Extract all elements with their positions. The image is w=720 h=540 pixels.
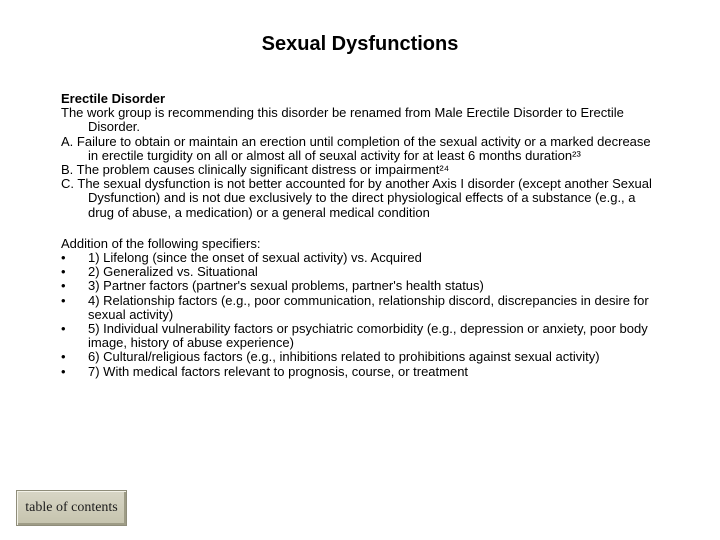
bullet-icon: • <box>61 321 66 337</box>
specifier-text: 1) Lifelong (since the onset of sexual activity) vs. Acquired <box>88 250 422 266</box>
slide-content <box>61 92 661 379</box>
criterion-c: C. The sexual dysfunction is not better accounted for by another Axis I disorder (except another Sexual Dysfunction) and is not due exclusively to the direct physiological effects of a substance (e.g., a drug of abuse, a medication) or a general medical condition <box>61 176 652 220</box>
list-item <box>61 251 661 265</box>
list-item <box>61 265 661 279</box>
criterion-a: A. Failure to obtain or maintain an erection until completion of the sexual activity or a marked decrease in erectile turgidity on all or almost all of seuxal activity for at least 6 months duration²³ <box>61 133 651 163</box>
bullet-icon: • <box>61 278 66 294</box>
list-item <box>61 322 661 350</box>
bullet-icon: • <box>61 349 66 365</box>
specifier-text: 4) Relationship factors (e.g., poor communication, relationship discord, discrepancies in desire for sexual activity) <box>88 292 649 322</box>
bullet-icon: • <box>61 250 66 266</box>
page-title: Sexual Dysfunctions <box>261 33 459 55</box>
specifier-text: 7) With medical factors relevant to prognosis, course, or treatment <box>88 363 469 379</box>
bullet-icon: • <box>61 292 66 308</box>
criterion-b: B. The problem causes clinically significant distress or impairment²⁴ <box>61 162 450 178</box>
list-item <box>61 294 661 322</box>
list-item <box>61 279 661 293</box>
specifiers-heading: Addition of the following specifiers: <box>61 235 261 251</box>
list-item <box>61 350 661 364</box>
intro-paragraph: The work group is recommending this disorder be renamed from Male Erectile Disorder to Erectile Disorder. <box>61 105 624 135</box>
specifier-text: 5) Individual vulnerability factors or psychiatric comorbidity (e.g., depression or anxiety, poor body image, history of abuse experience) <box>88 321 648 351</box>
table-of-contents-button[interactable]: table of contents <box>16 490 127 526</box>
bullet-icon: • <box>61 264 66 280</box>
bullet-icon: • <box>61 363 66 379</box>
specifier-text: 2) Generalized vs. Situational <box>88 264 258 280</box>
section-heading: Erectile Disorder <box>61 91 166 106</box>
list-item <box>61 365 661 379</box>
specifier-text: 3) Partner factors (partner's sexual problems, partner's health status) <box>88 278 484 294</box>
specifier-text: 6) Cultural/religious factors (e.g., inhibitions related to prohibitions against sexual activity) <box>88 349 600 365</box>
